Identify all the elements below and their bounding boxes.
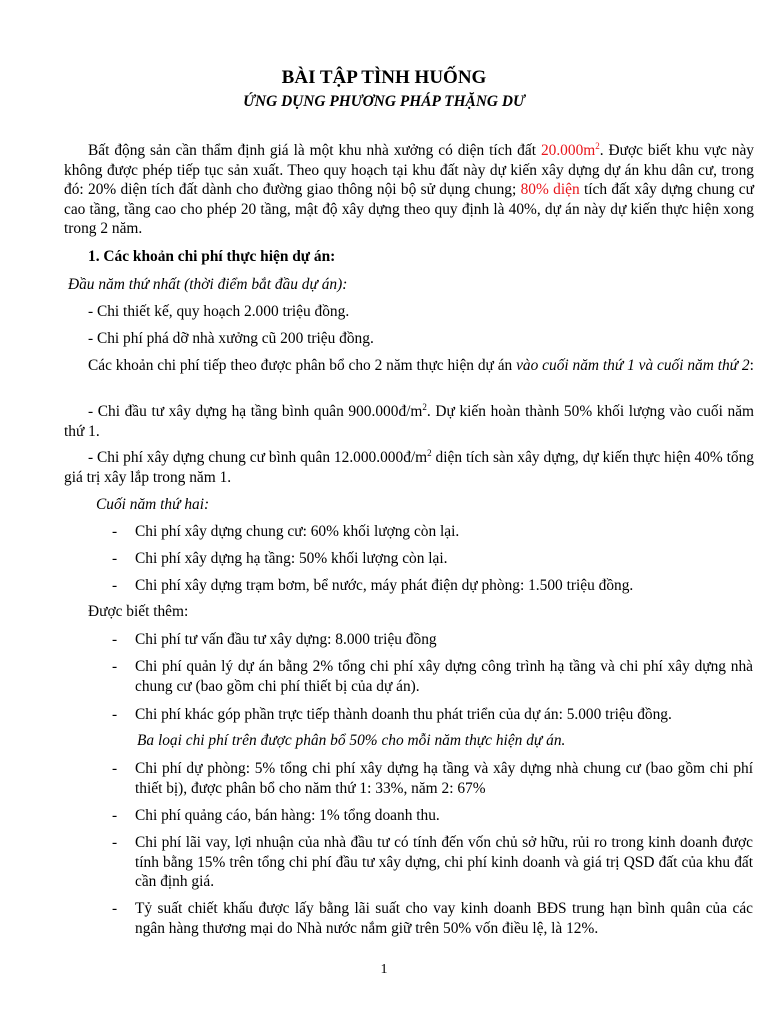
bullet-dash: - [112,706,118,723]
allocation-paragraph: Các khoản chi phí tiếp theo được phân bổ cho 2 năm thực hiện dự án vào cuối năm thứ 1 và cuối năm thứ 2: [88,357,754,374]
bullet-dash: - [112,760,118,777]
year2-item: Chi phí xây dựng hạ tầng: 50% khối lượng còn lại. [135,550,448,567]
other-item: Chi phí quảng cáo, bán hàng: 1% tổng doanh thu. [135,807,440,824]
other-item: Chi phí lãi vay, lợi nhuận của nhà đầu tư có tính đến vốn chủ sở hữu, rủi ro trong kinh doanh được tính bằng 15% trên tổng chi phí đầu tư xây dựng, chi phí kinh doanh và giá trị QSD đất của khu đất cần định giá. [135,834,753,890]
apartment-land-percent: 80% diện [520,181,580,198]
intro-text-b: . Được biết khu vực này không được phép tiếp tục sản xuất. Theo quy hoạch tại khu đất này dự kiến xây dựng dự án khu dân cư, trong đó: 20% diện tích đất dành cho đường giao thông nội bộ sử dụng chung; [64,142,754,198]
bullet-dash: - [112,900,118,917]
intro-text-a: Bất động sản cần thẩm định giá là một khu nhà xưởng có diện tích đất [88,142,541,159]
year2-item: Chi phí xây dựng trạm bơm, bể nước, máy phát điện dự phòng: 1.500 triệu đồng. [135,577,634,594]
year1-heading: Đầu năm thứ nhất (thời điểm bắt đầu dự án): [68,276,348,293]
document-subtitle: ỨNG DỤNG PHƯƠNG PHÁP THẶNG DƯ [243,93,525,110]
bullet-dash: - [112,523,118,540]
section-1-heading: 1. Các khoản chi phí thực hiện dự án: [88,248,336,265]
known-item: Chi phí quản lý dự án bằng 2% tổng chi phí xây dựng công trình hạ tầng và chi phí xây dựng nhà chung cư (bao gồm chi phí thiết bị của dự án). [135,658,753,695]
apartment-cost-paragraph: - Chi phí xây dựng chung cư bình quân $12.000.000đ/m^2$ diện tích sàn xây dựng, dự kiến thực hiện 40% tổng giá trị xây lắp trong năm 1. [64,447,754,486]
page-number: 1 [380,962,388,977]
year2-heading: Cuối năm thứ hai: [96,496,210,513]
known-item: Chi phí tư vấn đầu tư xây dựng: 8.000 triệu đồng [135,631,437,648]
known-more-heading: Được biết thêm: [88,603,189,620]
infrastructure-cost-paragraph: - Chi đầu tư xây dựng hạ tầng bình quân $900.000đ/m^2$. Dự kiến hoàn thành 50% khối lượng vào cuối năm thứ 1. [64,401,755,440]
year2-item: Chi phí xây dựng chung cư: 60% khối lượng còn lại. [135,523,460,540]
bullet-dash: - [112,550,118,567]
intro-paragraph [64,141,754,239]
bullet-dash: - [112,834,118,851]
other-item: Tỷ suất chiết khấu được lấy bằng lãi suất cho vay kinh doanh BĐS trung hạn bình quân của các ngân hàng thương mại do Nhà nước nắm giữ trên 50% vốn điều lệ, là 12%. [135,900,753,937]
intro-text-c: tích đất xây dựng chung cư cao tầng, tầng cao cho phép 20 tầng, mật độ xây dựng theo quy định là 40%, dự án này dự kiến thực hiện xong trong 2 năm. [64,181,754,237]
bullet-dash: - [112,658,118,675]
bullet-dash: - [112,631,118,648]
document-title: BÀI TẬP TÌNH HUỐNG [281,67,487,88]
bullet-dash: - [112,577,118,594]
land-area: $20.000m^2$ [540,140,600,159]
y1-design-cost: - Chi thiết kế, quy hoạch 2.000 triệu đồng. [88,303,350,320]
other-item: Chi phí dự phòng: 5% tổng chi phí xây dựng hạ tầng và xây dựng nhà chung cư (bao gồm chi phí thiết bị), được phân bổ cho năm thứ 1: 33%, năm 2: 67% [135,760,753,797]
known-item: Chi phí khác góp phần trực tiếp thành doanh thu phát triển của dự án: 5.000 triệu đồng. [135,706,672,723]
y1-demolition-cost: - Chi phí phá dỡ nhà xưởng cũ 200 triệu đồng. [88,330,374,347]
three-costs-note: Ba loại chi phí trên được phân bổ 50% cho mỗi năm thực hiện dự án. [137,732,566,749]
bullet-dash: - [112,807,118,824]
